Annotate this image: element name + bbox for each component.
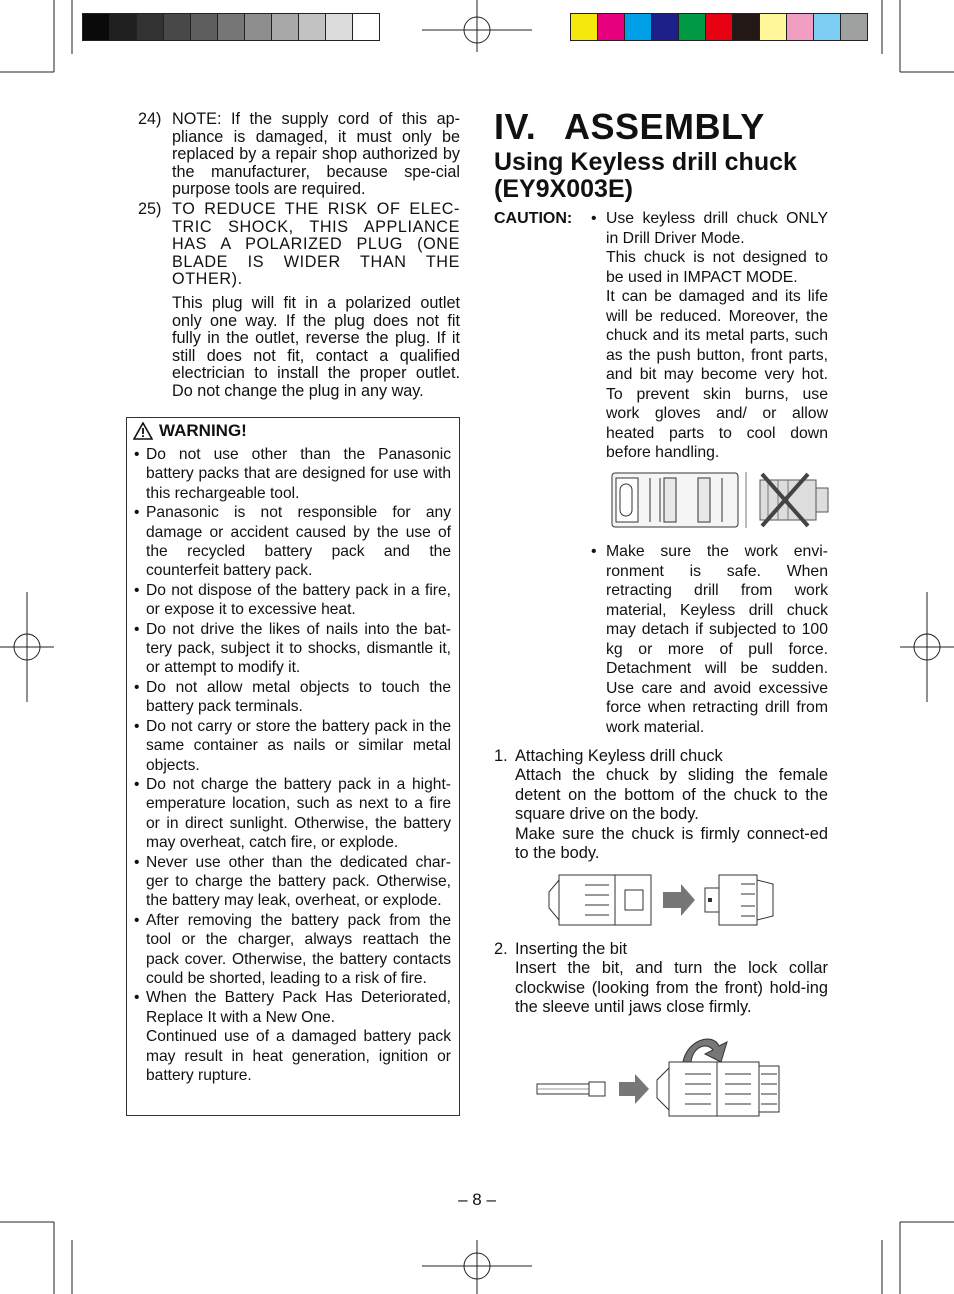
item-text: NOTE: If the supply cord of this ap-pliance is damaged, it must only be replaced by a repair shop authorized by the manufacturer, because spe-cial purpose tools are required.: [172, 110, 460, 199]
warning-text: • Panasonic is not responsible for any damage or accident caused by the use of the recycled battery pack and the counterfeit battery pack.: [146, 504, 451, 580]
warning-item: [134, 503, 451, 581]
item-number: 24): [138, 110, 162, 128]
warning-heading: [133, 421, 459, 441]
warning-text: • Do not drive the likes of nails into the bat-tery pack, subject it to shocks, dismantle it, or attempt to modify it.: [146, 620, 451, 677]
warning-item: [134, 620, 451, 678]
step-number: 2.: [494, 940, 508, 958]
warning-item: [134, 775, 451, 853]
section-title: ASSEMBLY: [564, 106, 765, 147]
warning-item: [134, 717, 451, 775]
section-heading: [494, 106, 765, 148]
step-heading: Attaching Keyless drill chuck: [515, 747, 723, 765]
step-heading: Inserting the bit: [515, 940, 628, 958]
caution-text: This chuck is not designed to be used in IMPACT MODE.: [606, 249, 828, 286]
warning-text: • When the Battery Pack Has Deteriorated, Replace It with a New One.: [146, 989, 451, 1026]
registration-mark-top: [422, 0, 532, 52]
caution-list-2: [590, 542, 828, 737]
warning-item: [134, 911, 451, 989]
drill-mode-illustration: [610, 470, 832, 530]
warning-text: • Do not carry or store the battery pack in the same container as nails or similar metal objects.: [146, 717, 451, 774]
registration-mark-left: [0, 592, 54, 702]
note-item-25: [138, 201, 460, 401]
warning-text: • After removing the battery pack from the tool or the charger, always reattach the pack cover. Otherwise, the battery contacts could be shorted, leading to a risk of fire.: [146, 911, 451, 987]
step-number: 1.: [494, 747, 508, 765]
warning-text: Continued use of a damaged battery pack may result in heat generation, ignition or battery rupture.: [146, 1028, 451, 1084]
warning-title: WARNING!: [159, 421, 247, 440]
note-item-24: [138, 111, 460, 199]
item-number: 25): [138, 199, 162, 218]
insert-bit-illustration: [535, 1032, 797, 1120]
caution-label: CAUTION:: [494, 210, 573, 227]
warning-item: [134, 445, 451, 503]
warning-text: • Do not dispose of the battery pack in a fire, or expose it to excessive heat.: [146, 581, 451, 619]
warning-item: [134, 581, 451, 620]
warning-item: [134, 853, 451, 911]
warning-list: [127, 445, 459, 1085]
warning-item: [134, 988, 451, 1085]
caution-list-1: [590, 209, 828, 463]
step-1: [494, 747, 828, 863]
registration-mark-bottom: [422, 1240, 532, 1294]
warning-text: • Do not charge the battery pack in a hight-emperature location, such as next to a fire or in direct sunlight. Otherwise, the battery may overheat, catch fire, or explode.: [146, 775, 451, 852]
caution-text: • Use keyless drill chuck ONLY in Drill Driver Mode.: [606, 210, 828, 247]
item-text: TO REDUCE THE RISK OF ELEC-TRIC SHOCK, THIS APPLIANCE HAS A POLARIZED PLUG (ONE BLADE IS WIDER THAN THE OTHER).: [172, 199, 460, 289]
caution-text: • Make sure the work envi-ronment is safe. When retracting drill from work material, Keyless drill chuck may detach if subjected to 100 kg or more of pull force. Detachment will be sudden. Use care and avoid excessive force when retracting drill from work material.: [606, 543, 828, 736]
warning-triangle-icon: [133, 422, 153, 440]
page-number: – 8 –: [458, 1190, 496, 1209]
warning-item: [134, 678, 451, 717]
left-column-notes: [138, 111, 460, 403]
warning-box: [126, 417, 460, 1116]
warning-text: • Never use other than the dedicated char-ger to charge the battery pack. Otherwise, the battery may leak, overheat, or explode.: [146, 853, 451, 910]
step-2: [494, 940, 828, 1018]
step-text: Make sure the chuck is firmly connect-ed to the body.: [515, 824, 828, 863]
attach-chuck-illustration: [545, 870, 777, 930]
section-number: IV.: [494, 106, 537, 147]
caution-text: It can be damaged and its life will be reduced. Moreover, the chuck and its metal parts, such as the push button, front parts, and bit may become very hot. To prevent skin burns, use work gloves and/ or allow heated parts to cool down before handling.: [606, 288, 828, 461]
warning-text: • Do not use other than the Panasonic battery packs that are designed for use with this rechargeable tool.: [146, 446, 451, 502]
registration-mark-right: [900, 592, 954, 702]
caution-item: [590, 209, 828, 463]
caution-item: [590, 542, 828, 737]
subsection-title: Using Keyless drill chuck (EY9X003E): [494, 148, 797, 203]
warning-text: • Do not allow metal objects to touch the battery pack terminals.: [146, 678, 451, 716]
step-text: Attach the chuck by sliding the female detent on the bottom of the chuck to the square drive on the body.: [515, 766, 828, 824]
step-text: Insert the bit, and turn the lock collar clockwise (looking from the front) hold-ing the sleeve until jaws close firmly.: [515, 959, 828, 1017]
item-text: This plug will fit in a polarized outlet only one way. If the plug does not fit fully in the outlet, reverse the plug. If it still does not fit, contact a qualified electrician to install the proper outlet. Do not change the plug in any way.: [172, 293, 460, 400]
